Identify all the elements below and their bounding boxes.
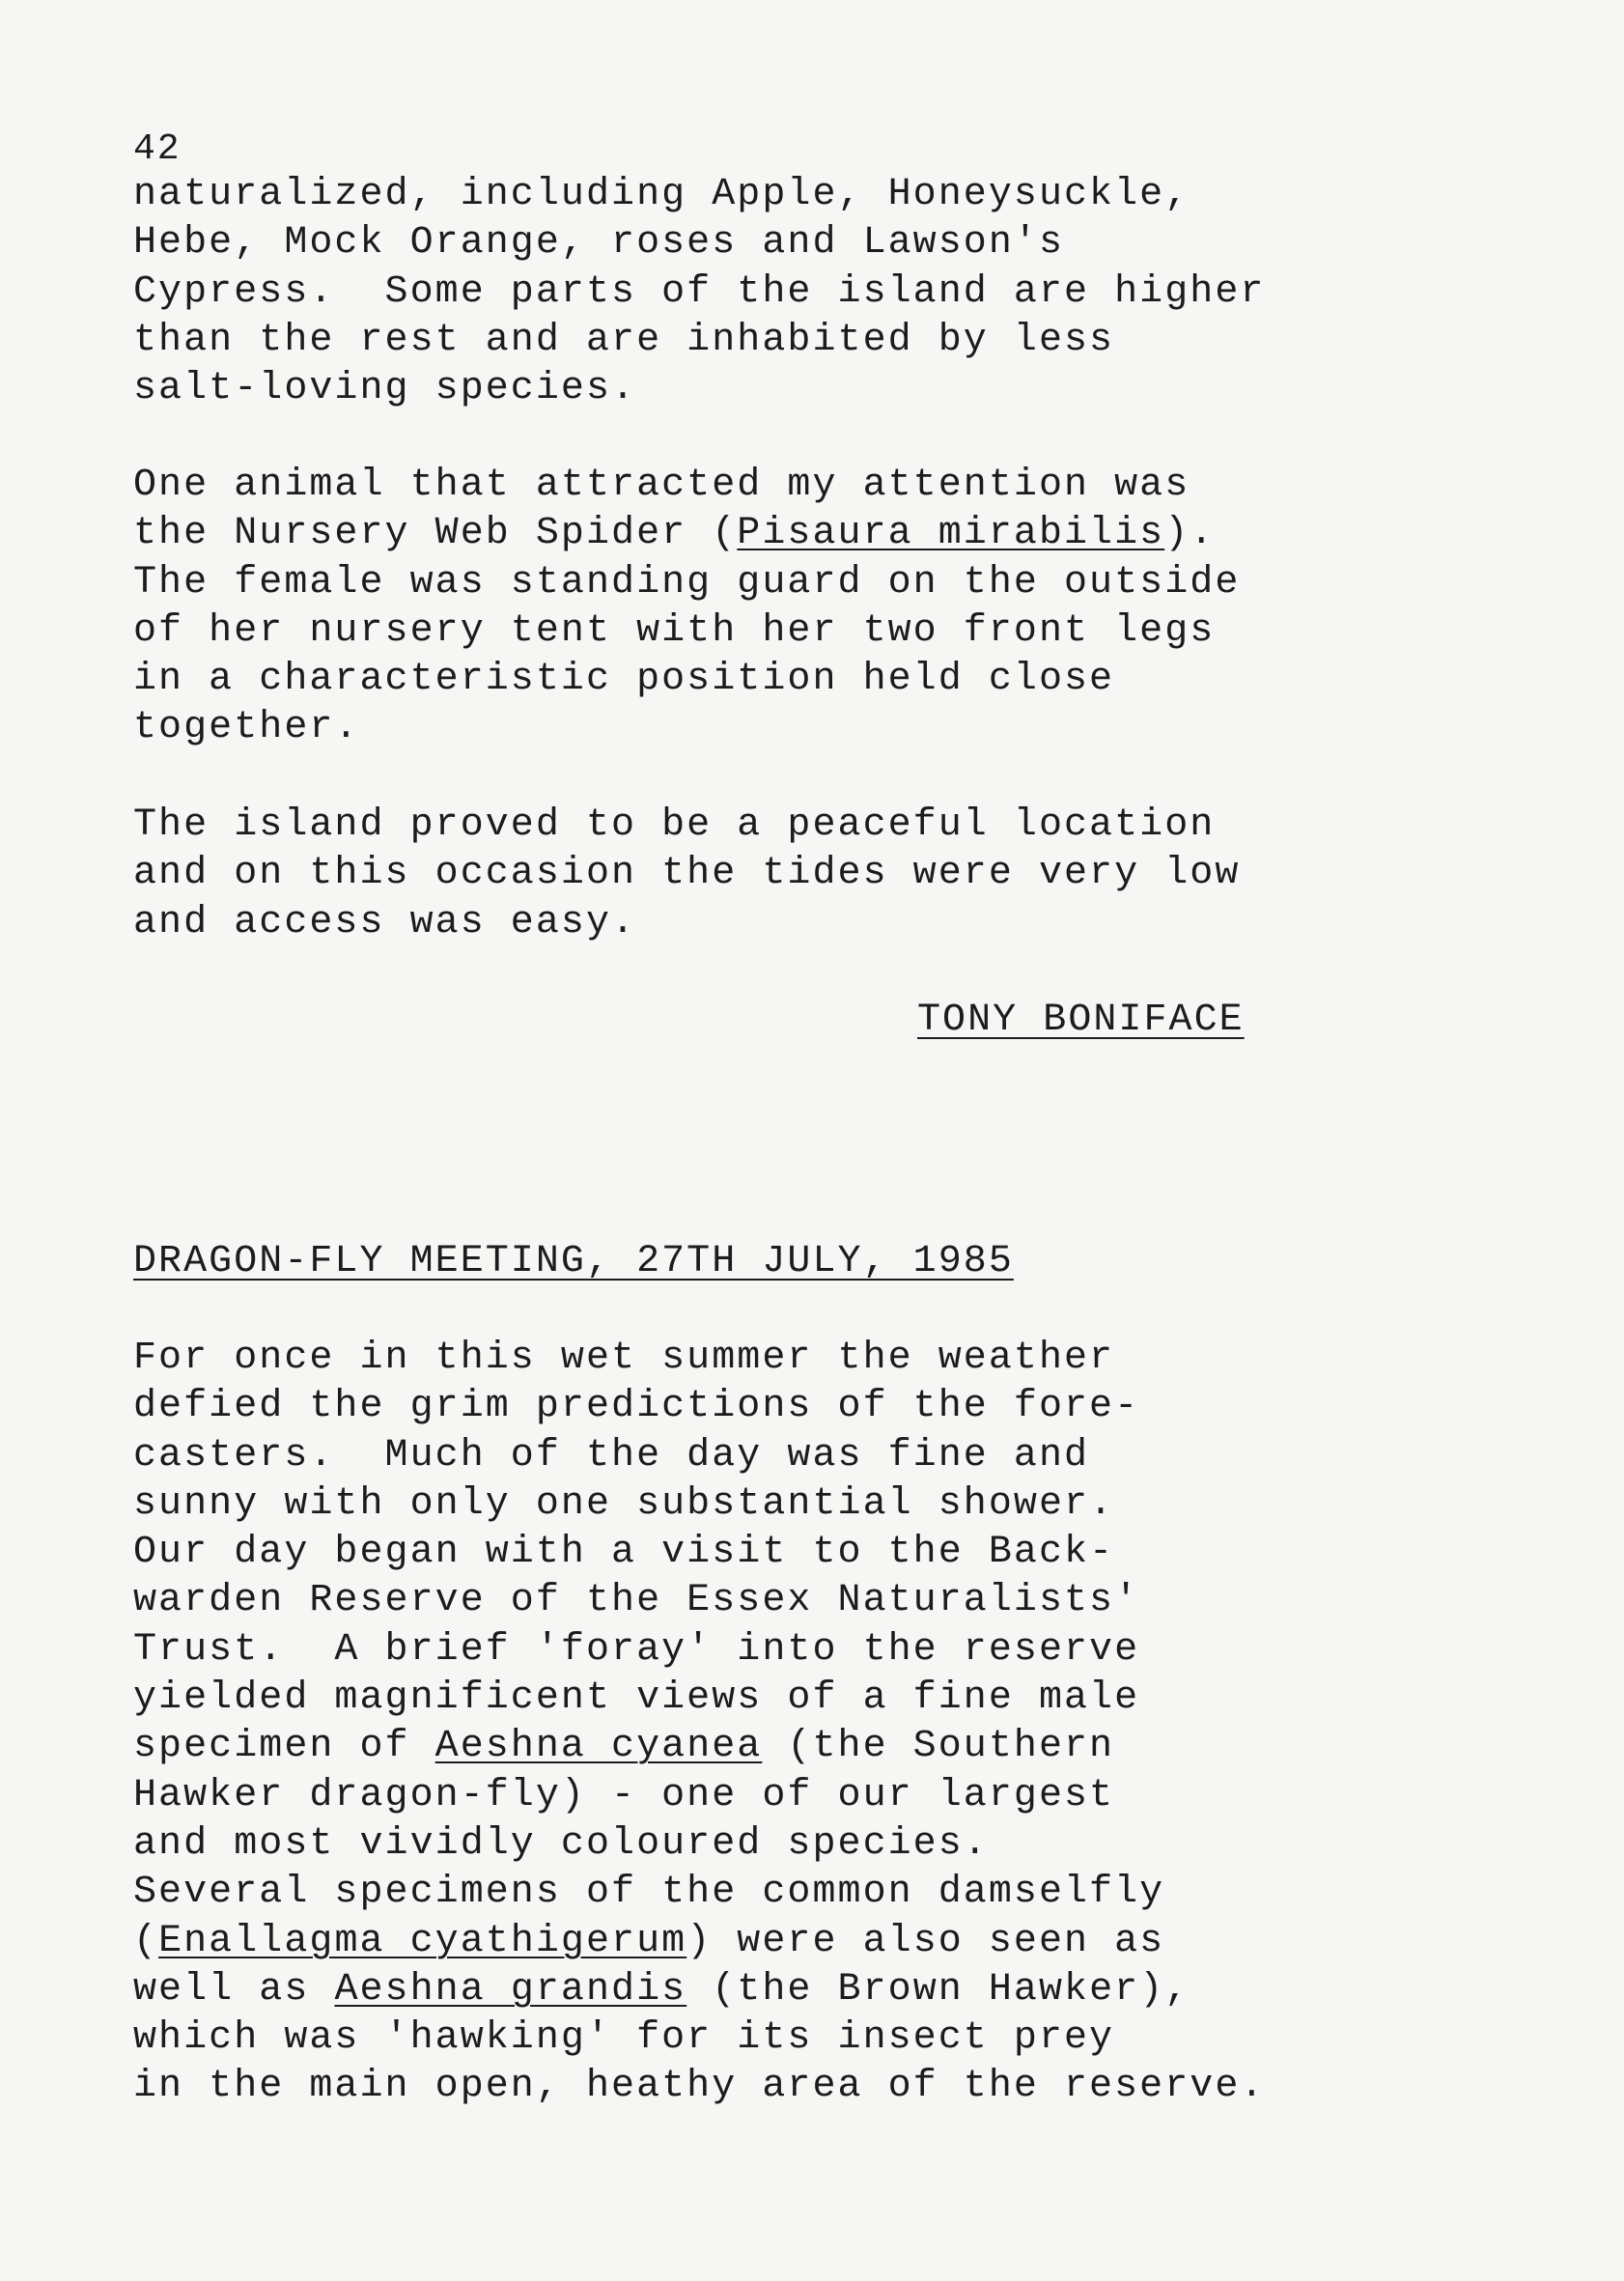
author-signature: TONY BONIFACE	[917, 999, 1245, 1042]
text-line	[133, 1966, 1265, 2014]
species-name-underlined: Aeshna cyanea	[434, 1725, 763, 1769]
text-line: The female was standing guard on the outside	[133, 560, 1241, 605]
text-line: and on this occasion the tides were very low	[133, 852, 1241, 896]
section-heading: DRAGON-FLY MEETING, 27TH JULY, 1985	[133, 1240, 1014, 1283]
text-line: One animal that attracted my attention was	[133, 464, 1190, 507]
text-line: Several specimens of the common damselfly	[133, 1871, 1165, 1915]
text-segment: (the Southern	[762, 1725, 1115, 1769]
text-line: Hawker dragon-fly) - one of our largest	[133, 1773, 1115, 1817]
text-line	[133, 1723, 1265, 1771]
text-line: The island proved to be a peaceful location	[133, 803, 1216, 847]
text-line: than the rest and are inhabited by less	[133, 318, 1115, 362]
text-line: salt-loving species.	[133, 367, 637, 411]
text-line: warden Reserve of the Essex Naturalists'	[133, 1579, 1140, 1623]
text-segment: ).	[1164, 512, 1216, 556]
text-line	[133, 1918, 1265, 1966]
text-line: yielded magnificent views of a fine male	[133, 1676, 1140, 1721]
text-line: and access was easy.	[133, 900, 637, 944]
paragraph-spider	[133, 462, 1240, 753]
text-segment: ) were also seen as	[686, 1919, 1165, 1963]
text-line: defied the grim predictions of the fore-	[133, 1385, 1140, 1429]
paragraph-island-plants	[133, 171, 1265, 413]
text-line: of her nursery tent with her two front legs	[133, 608, 1216, 653]
page-number: 42	[133, 128, 182, 170]
text-line: Our day began with a visit to the Back-	[133, 1531, 1115, 1575]
text-line: casters. Much of the day was fine and	[133, 1433, 1090, 1478]
species-name-underlined: Pisaura mirabilis	[737, 512, 1165, 556]
species-name-underlined: Enallagma cyathigerum	[158, 1919, 687, 1963]
text-line: Hebe, Mock Orange, roses and Lawson's	[133, 221, 1064, 266]
paragraph-dragonfly-meeting	[133, 1335, 1265, 2112]
text-line: For once in this wet summer the weather	[133, 1337, 1115, 1380]
text-line: in the main open, heathy area of the reserve.	[133, 2065, 1266, 2109]
species-name-underlined: Aeshna grandis	[334, 1967, 687, 2012]
text-line: sunny with only one substantial shower.	[133, 1481, 1115, 1526]
text-line: which was 'hawking' for its insect prey	[133, 2016, 1115, 2061]
text-segment: the Nursery Web Spider (	[133, 512, 738, 556]
paragraph-island-conclusion	[133, 802, 1240, 947]
text-line: naturalized, including Apple, Honeysuckle,	[133, 173, 1190, 216]
text-segment: (the Brown Hawker),	[686, 1967, 1190, 2012]
text-line: and most vividly coloured species.	[133, 1821, 989, 1866]
text-segment: specimen of	[133, 1725, 435, 1769]
text-line: in a characteristic position held close	[133, 658, 1115, 702]
text-line: Trust. A brief 'foray' into the reserve	[133, 1627, 1140, 1672]
text-segment: (	[133, 1919, 159, 1963]
text-line	[133, 510, 1240, 558]
text-line: together.	[133, 706, 360, 750]
text-segment: well as	[133, 1967, 335, 2012]
text-line: Cypress. Some parts of the island are higher	[133, 269, 1266, 314]
